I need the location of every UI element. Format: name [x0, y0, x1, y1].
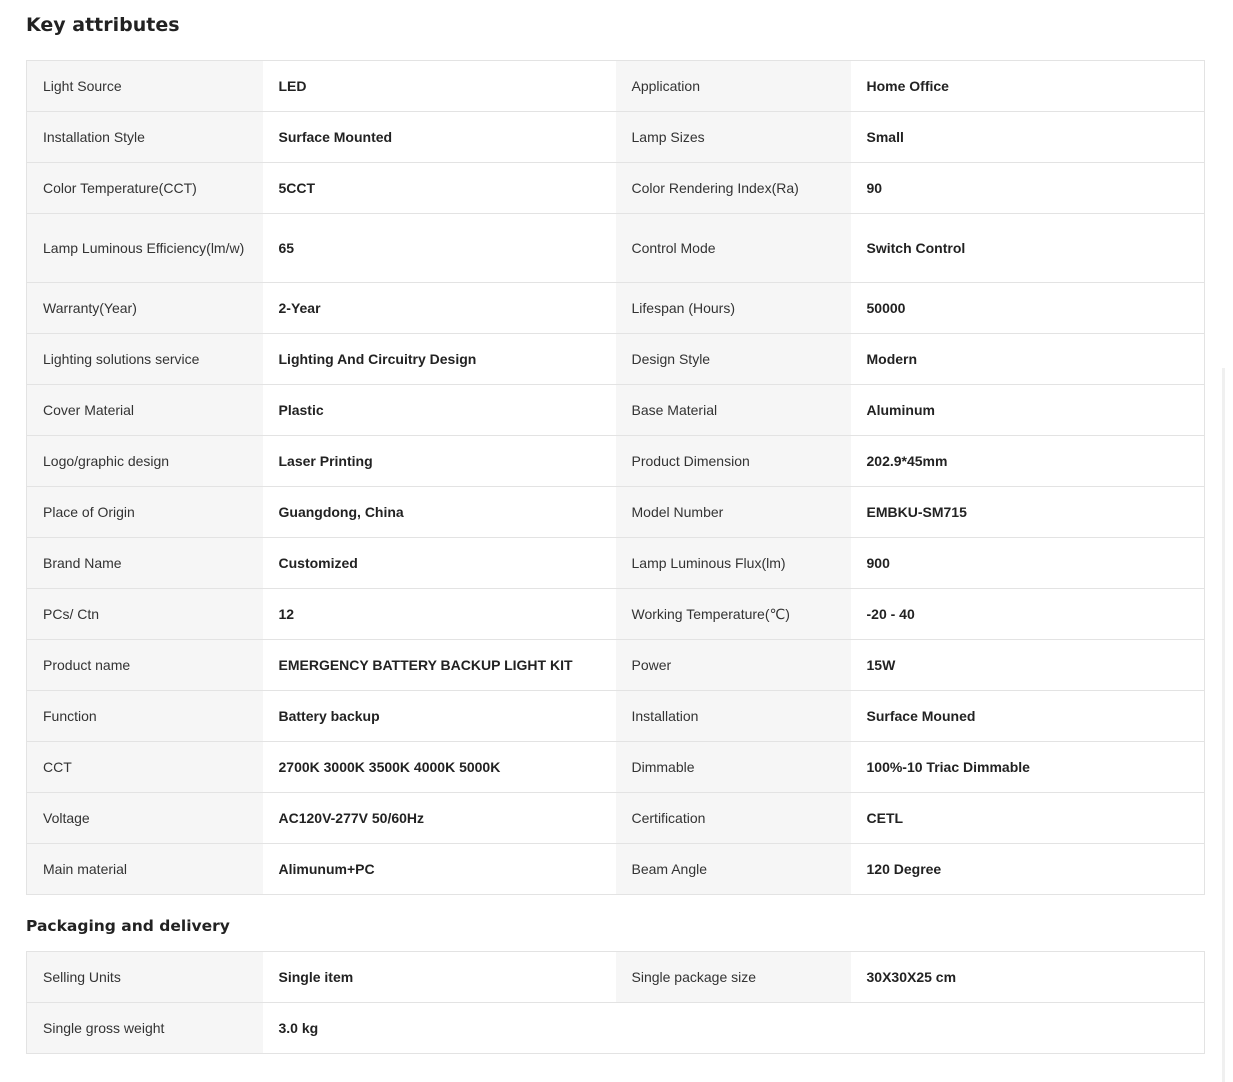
attribute-value: Modern: [851, 334, 1205, 385]
attribute-value: Customized: [263, 538, 616, 589]
attribute-row: [27, 793, 1205, 844]
attribute-label: Lamp Sizes: [616, 112, 851, 163]
attribute-value: 5CCT: [263, 163, 616, 214]
attribute-label: Single gross weight: [27, 1003, 263, 1054]
attribute-label: Brand Name: [27, 538, 263, 589]
attribute-row: [27, 283, 1205, 334]
attribute-value: Laser Printing: [263, 436, 616, 487]
attribute-label: Voltage: [27, 793, 263, 844]
attribute-label: Main material: [27, 844, 263, 895]
attribute-value: 2-Year: [263, 283, 616, 334]
attribute-label: Logo/graphic design: [27, 436, 263, 487]
attribute-label: Base Material: [616, 385, 851, 436]
attribute-value: 15W: [851, 640, 1205, 691]
attribute-value: Surface Mounted: [263, 112, 616, 163]
attribute-value: Switch Control: [851, 214, 1205, 283]
attribute-row: [27, 640, 1205, 691]
attribute-value: Alimunum+PC: [263, 844, 616, 895]
attribute-value: 202.9*45mm: [851, 436, 1205, 487]
attribute-label: Installation: [616, 691, 851, 742]
attribute-row: [27, 538, 1205, 589]
scrollbar-track[interactable]: [1222, 368, 1225, 1082]
attribute-label: Selling Units: [27, 952, 263, 1003]
attribute-label: Color Temperature(CCT): [27, 163, 263, 214]
attribute-label: Function: [27, 691, 263, 742]
attribute-row: [27, 1003, 1205, 1054]
attribute-label: Working Temperature(℃): [616, 589, 851, 640]
attribute-label: Model Number: [616, 487, 851, 538]
attribute-row: [27, 589, 1205, 640]
attribute-value: 2700K 3000K 3500K 4000K 5000K: [263, 742, 616, 793]
key-attributes-title: Key attributes: [26, 14, 180, 36]
attribute-label: Certification: [616, 793, 851, 844]
packaging-table: [26, 951, 1205, 1054]
attribute-row: [27, 385, 1205, 436]
attribute-label: Power: [616, 640, 851, 691]
attribute-value: EMERGENCY BATTERY BACKUP LIGHT KIT: [263, 640, 616, 691]
attribute-label: Light Source: [27, 61, 263, 112]
attribute-label: Application: [616, 61, 851, 112]
attribute-value: 100%-10 Triac Dimmable: [851, 742, 1205, 793]
attribute-label: PCs/ Ctn: [27, 589, 263, 640]
attribute-label: Lifespan (Hours): [616, 283, 851, 334]
attribute-value: 120 Degree: [851, 844, 1205, 895]
attribute-row: [27, 334, 1205, 385]
attribute-label: Lamp Luminous Flux(lm): [616, 538, 851, 589]
attribute-label: Product name: [27, 640, 263, 691]
attribute-row: [27, 742, 1205, 793]
attribute-value: 65: [263, 214, 616, 283]
attribute-value: Battery backup: [263, 691, 616, 742]
attribute-value: 90: [851, 163, 1205, 214]
attribute-label: Single package size: [616, 952, 851, 1003]
attribute-row: [27, 487, 1205, 538]
attribute-row: [27, 691, 1205, 742]
attribute-value: Surface Mouned: [851, 691, 1205, 742]
attribute-row: [27, 436, 1205, 487]
attribute-value: Small: [851, 112, 1205, 163]
empty-cell: [616, 1003, 851, 1054]
attribute-label: Control Mode: [616, 214, 851, 283]
packaging-title: Packaging and delivery: [26, 917, 230, 935]
attribute-label: Installation Style: [27, 112, 263, 163]
attribute-value: Lighting And Circuitry Design: [263, 334, 616, 385]
attribute-label: Lighting solutions service: [27, 334, 263, 385]
attribute-label: Design Style: [616, 334, 851, 385]
attribute-value: Home Office: [851, 61, 1205, 112]
attribute-value: CETL: [851, 793, 1205, 844]
empty-cell: [851, 1003, 1205, 1054]
attribute-row: [27, 61, 1205, 112]
attribute-row: [27, 112, 1205, 163]
attribute-label: Color Rendering Index(Ra): [616, 163, 851, 214]
attribute-value: 3.0 kg: [263, 1003, 616, 1054]
attribute-value: Plastic: [263, 385, 616, 436]
attribute-value: 12: [263, 589, 616, 640]
attribute-value: 30X30X25 cm: [851, 952, 1205, 1003]
key-attributes-table: [26, 60, 1205, 895]
attribute-value: Single item: [263, 952, 616, 1003]
attribute-row: [27, 844, 1205, 895]
attribute-label: Beam Angle: [616, 844, 851, 895]
attribute-value: Guangdong, China: [263, 487, 616, 538]
attribute-value: Aluminum: [851, 385, 1205, 436]
attribute-row: [27, 952, 1205, 1003]
attribute-value: 900: [851, 538, 1205, 589]
attribute-label: Lamp Luminous Efficiency(lm/w): [27, 214, 263, 283]
attribute-row: [27, 214, 1205, 283]
attribute-label: Place of Origin: [27, 487, 263, 538]
attribute-value: EMBKU-SM715: [851, 487, 1205, 538]
attribute-value: 50000: [851, 283, 1205, 334]
attribute-label: Dimmable: [616, 742, 851, 793]
attribute-label: Warranty(Year): [27, 283, 263, 334]
attribute-label: CCT: [27, 742, 263, 793]
attribute-value: LED: [263, 61, 616, 112]
attribute-label: Cover Material: [27, 385, 263, 436]
attribute-label: Product Dimension: [616, 436, 851, 487]
attribute-value: -20 - 40: [851, 589, 1205, 640]
attribute-row: [27, 163, 1205, 214]
attribute-value: AC120V-277V 50/60Hz: [263, 793, 616, 844]
